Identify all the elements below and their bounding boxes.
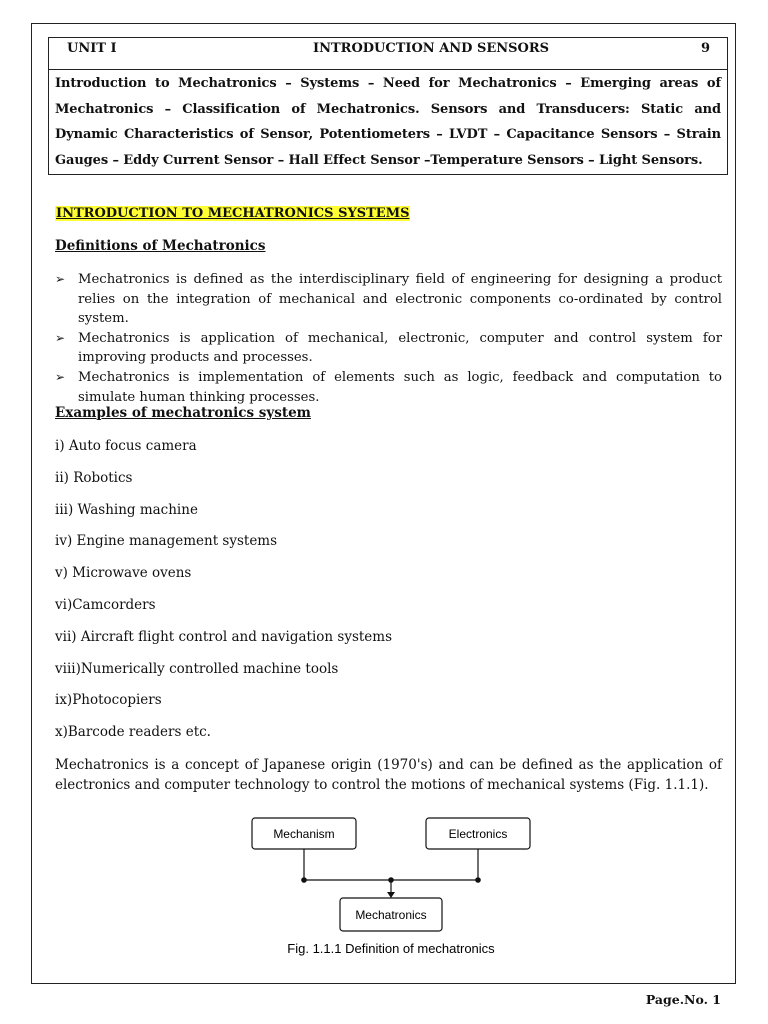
unit-syllabus-box [48,37,728,175]
junction-dot [301,877,307,883]
mechatronics-label: Mechatronics [355,908,427,922]
definitions-list [55,270,722,407]
arrow-bullet-icon: ➢ [55,330,66,345]
mechatronics-definition-figure [230,810,550,960]
unit-hours: 9 [700,41,710,56]
list-item: iv) Engine management systems [55,533,278,550]
list-item: iii) Washing machine [55,501,198,518]
list-item: x)Barcode readers etc. [55,724,211,741]
list-item: vi)Camcorders [55,596,156,613]
list-item: viii)Numerically controlled machine tools [55,660,339,677]
arrow-bullet-icon: ➢ [55,369,66,384]
arrow-down-icon [387,892,395,898]
list-item: ii) Robotics [55,469,133,486]
list-item [55,329,722,368]
definition-text: Mechatronics is implementation of elements such as logic, feedback and computation to simulate human thinking processes. [78,369,722,405]
list-item: i) Auto focus camera [55,438,197,454]
unit-label: UNIT I [67,41,117,56]
unit-title: INTRODUCTION AND SENSORS [313,41,550,56]
electronics-label: Electronics [448,827,508,841]
definition-text: Mechatronics is defined as the interdisciplinary field of engineering for designing a product relies on the integration of mechanical and electronic components co-ordinated by control system. [78,272,722,327]
body-paragraph: Mechatronics is a concept of Japanese origin (1970's) and can be defined as the application of electronics and computer technology to control the motions of mechanical systems (Fig. 1.1.1). [55,757,722,793]
list-item: v) Microwave ovens [55,565,192,582]
definitions-heading: Definitions of Mechatronics [55,238,266,254]
list-item: vii) Aircraft flight control and navigation systems [55,628,393,645]
page-number: Page.No. 1 [645,992,721,1007]
definition-text: Mechatronics is application of mechanical, electronic, computer and control system for improving products and processes. [78,330,722,366]
examples-heading: Examples of mechatronics system [55,405,311,421]
junction-dot [475,877,481,883]
unit-description: Introduction to Mechatronics – Systems – Need for Mechatronics – Emerging areas of Mechatronics – Classification of Mechatronics. Sensors and Transducers: Static and Dynamic Characteristics of Sensor, Potentiometers – LVDT – Capacitance Sensors – Strain Gauges – Eddy Current Sensor – Hall Effect Sensor –Temperature Sensors – Light Sensors. [55,76,721,168]
figure-caption: Fig. 1.1.1 Definition of mechatronics [287,941,495,956]
list-item [55,368,722,407]
section-heading: INTRODUCTION TO MECHATRONICS SYSTEMS [56,206,410,221]
mechanism-label: Mechanism [273,827,335,841]
list-item: ix)Photocopiers [55,692,162,709]
examples-list [55,436,392,754]
arrow-bullet-icon: ➢ [55,272,66,286]
list-item [55,270,722,329]
unit-header [49,38,727,70]
